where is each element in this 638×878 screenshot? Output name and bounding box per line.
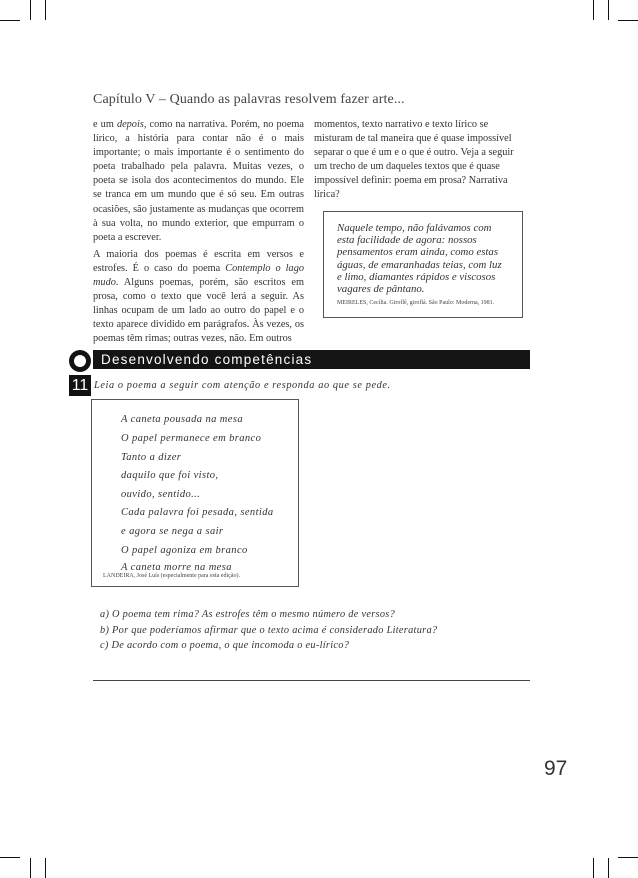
- poem-line: daquilo que foi visto,: [121, 470, 219, 481]
- crop-mark: [30, 858, 31, 878]
- crop-mark: [0, 20, 20, 21]
- text: . Alguns poemas, porém, são escritos em prosa, como o texto que você lerá a seguir. As linhas ocupam de um lado ao outro do papel e o texto aparece dividido em parágrafos. Às vezes, os poemas têm rimas; outras vezes, não. Em outros: [93, 277, 304, 345]
- quote-source: MEIRELES, Cecília. Giroflê, giroflá. São Paulo: Moderna, 1981.: [337, 300, 495, 307]
- poem-line: O papel agoniza em branco: [121, 545, 248, 556]
- chapter-title: Capítulo V – Quando as palavras resolvem fazer arte...: [93, 92, 405, 107]
- right-column: [314, 118, 524, 206]
- poem-line: A caneta morre na mesa: [121, 562, 232, 573]
- crop-mark: [45, 858, 46, 878]
- crop-mark: [608, 858, 609, 878]
- paragraph: [93, 248, 304, 347]
- crop-mark: [618, 857, 638, 858]
- text: e um: [93, 119, 117, 130]
- poem-line: O papel permanece em branco: [121, 433, 262, 444]
- poem-line: e agora se nega a sair: [121, 526, 224, 537]
- page-number: 97: [544, 757, 568, 780]
- crop-mark: [593, 858, 594, 878]
- instruction: Leia o poema a seguir com atenção e responda ao que se pede.: [94, 380, 391, 391]
- paragraph: [93, 118, 304, 245]
- question-item: b) Por que poderíamos afirmar que o texto acima é considerado Literatura?: [100, 624, 438, 636]
- quote-text: Naquele tempo, não falávamos com esta facilidade de agora: nossos pensamentos eram ainda, como estas águas, de emaranhadas teias, com luz e limo, diamantes rápidos e viscosos vagares de pântano.: [337, 222, 502, 296]
- crop-mark: [618, 20, 638, 21]
- section-number: 11: [69, 375, 91, 396]
- target-icon: [69, 350, 91, 372]
- poem-source: LANDEIRA, José Luís (especialmente para esta edição).: [103, 573, 240, 579]
- paragraph: momentos, texto narrativo e texto lírico se misturam de tal maneira que é quase impossível separar o que é um e o que é outro. Veja a seguir um trecho de um daqueles textos que é quase impossível definir: poema em prosa? Narrativa lírica?: [314, 119, 514, 201]
- answer-line: [93, 680, 530, 681]
- text: A maioria dos poemas é escrita em versos e estrofes. É o caso do poema: [93, 248, 304, 274]
- text: , como na narrativa. Porém, no poema lírico, a história para contar não é o mais importante; o mais importante é o sentimento do poeta trabalhado pela palavra. Muitas vezes, o poeta se isola dos acontecimentos do mundo. Ele se tranca em um mundo que é só seu. Em outras ocasiões, são justamente as mudanças que ocorrem à sua volta, no mundo exterior, que empurram o poeta a escrever.: [93, 119, 304, 243]
- crop-mark: [593, 0, 594, 20]
- poem-line: Cada palavra foi pesada, sentida: [121, 507, 274, 518]
- poem-line: Tanto a dizer: [121, 452, 182, 463]
- question-item: c) De acordo com o poema, o que incomoda o eu-lírico?: [100, 640, 350, 651]
- crop-mark: [45, 0, 46, 20]
- poem-title: Contemplo o lago mudo: [93, 262, 304, 289]
- question-item: a) O poema tem rima? As estrofes têm o mesmo número de versos?: [100, 609, 396, 620]
- questions-list: [100, 609, 437, 656]
- poem-box: [91, 399, 299, 587]
- italic-text: depois: [116, 119, 144, 130]
- crop-mark: [608, 0, 609, 20]
- section-header: Desenvolvendo competências: [93, 350, 530, 369]
- poem-line: A caneta pousada na mesa: [121, 414, 243, 425]
- crop-mark: [30, 0, 31, 20]
- crop-mark: [0, 857, 20, 858]
- quote-box: [323, 211, 523, 318]
- poem-line: ouvido, sentido...: [121, 489, 201, 500]
- left-column: [93, 118, 304, 350]
